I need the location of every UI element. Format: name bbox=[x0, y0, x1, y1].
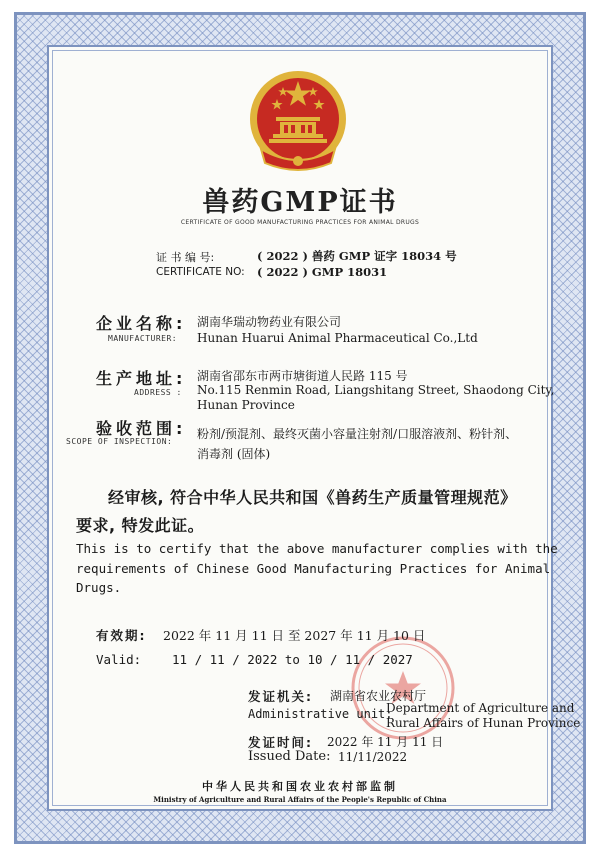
address-label-cn: 生产地址: bbox=[96, 369, 187, 388]
manufacturer-label-cn: 企业名称: bbox=[96, 314, 187, 333]
footer-issuer-cn: 中华人民共和国农业农村部监制 bbox=[202, 780, 398, 793]
certificate-title: 兽药GMP证书 bbox=[202, 187, 398, 218]
address-value-cn: 湖南省邵东市两市塘街道人民路 115 号 bbox=[197, 369, 408, 383]
validity-value-cn: 2022 年 11 月 11 日 至 2027 年 11 月 10 日 bbox=[163, 628, 426, 643]
scope-label-cn: 验收范围: bbox=[96, 419, 187, 438]
declaration-cn-line2: 要求, 特发此证。 bbox=[76, 516, 205, 535]
validity-label-en: Valid: bbox=[96, 652, 142, 667]
cert-no-label-cn: 证 书 编 号: bbox=[156, 251, 215, 264]
cert-no-value-cn: ( 2022 ) 兽药 GMP 证字 18034 号 bbox=[257, 249, 457, 263]
authority-label-cn: 发证机关: bbox=[248, 689, 313, 704]
cert-no-value-en: ( 2022 ) GMP 18031 bbox=[257, 265, 388, 279]
declaration-en-line1: This is to certify that the above manufacturer complies with the bbox=[76, 541, 558, 556]
scope-value-line1: 粉剂/预混剂、最终灭菌小容量注射剂/口服溶液剂、粉针剂、 bbox=[197, 427, 518, 441]
authority-value-cn: 湖南省农业农村厅 bbox=[330, 689, 427, 703]
certificate-subtitle: CERTIFICATE OF GOOD MANUFACTURING PRACTICES FOR ANIMAL DRUGS bbox=[180, 219, 420, 226]
issued-label-cn: 发证时间: bbox=[248, 735, 313, 750]
manufacturer-label-en: MANUFACTURER: bbox=[108, 334, 178, 343]
scope-value-line2: 消毒剂 (固体) bbox=[197, 447, 271, 461]
declaration-en-line2: requirements of Chinese Good Manufacturing Practices for Animal bbox=[76, 561, 551, 576]
issued-label-en: Issued Date: bbox=[248, 749, 331, 764]
issued-value-en: 11/11/2022 bbox=[338, 750, 408, 764]
declaration-cn-line1: 经审核, 符合中华人民共和国《兽药生产质量管理规范》 bbox=[108, 488, 517, 507]
address-label-en: ADDRESS : bbox=[134, 388, 182, 397]
cert-no-label-en: CERTIFICATE NO: bbox=[156, 266, 245, 278]
authority-label-en: Administrative unit: bbox=[248, 707, 393, 721]
authority-value-en-line2: Rural Affairs of Hunan Province bbox=[386, 716, 581, 730]
address-value-en-line2: Hunan Province bbox=[197, 398, 295, 412]
issued-value-cn: 2022 年 11 月 11 日 bbox=[327, 735, 444, 749]
authority-value-en-line1: Department of Agriculture and bbox=[386, 701, 575, 715]
validity-value-en: 11 / 11 / 2022 to 10 / 11 / 2027 bbox=[172, 652, 413, 667]
address-value-en-line1: No.115 Renmin Road, Liangshitang Street, Shaodong City, bbox=[197, 383, 555, 397]
declaration-en-line3: Drugs. bbox=[76, 580, 122, 595]
manufacturer-value-en: Hunan Huarui Animal Pharmaceutical Co.,Ltd bbox=[197, 331, 478, 345]
validity-label-cn: 有效期: bbox=[96, 628, 147, 643]
manufacturer-value-cn: 湖南华瑞动物药业有限公司 bbox=[197, 315, 342, 329]
footer-issuer-en: Ministry of Agriculture and Rural Affairs of the People's Republic of China bbox=[153, 795, 447, 804]
national-emblem-icon bbox=[243, 67, 353, 177]
scope-label-en: SCOPE OF INSPECTION: bbox=[66, 437, 173, 446]
